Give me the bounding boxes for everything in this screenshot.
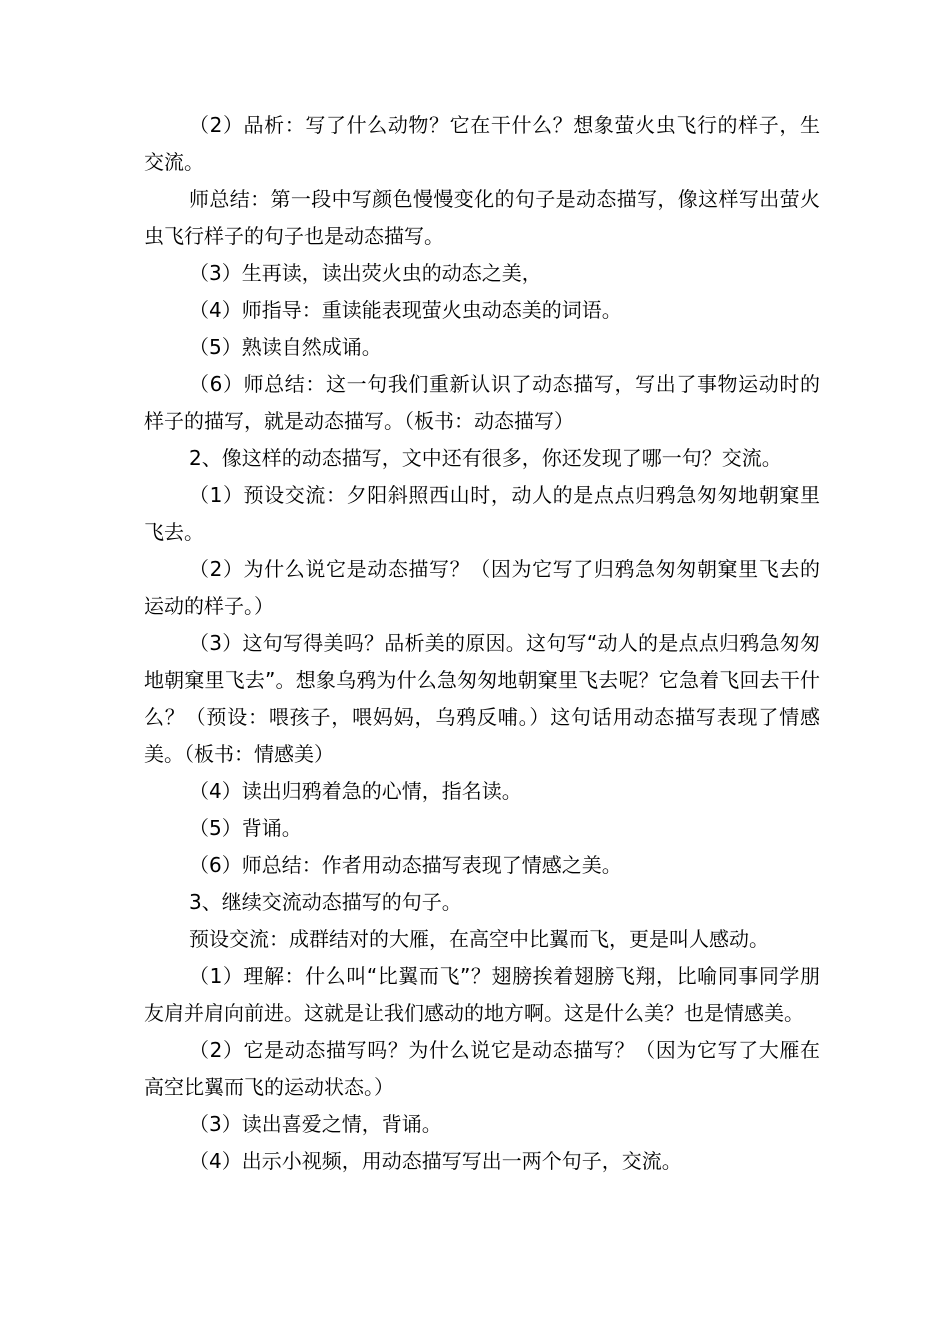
paragraph: （1）理解：什么叫“比翼而飞”？翅膀挨着翅膀飞翔，比喻同事同学朋友肩并肩向前进。这就是让我们感动的地方啊。这是什么美？也是情感美。 [144, 964, 820, 1025]
paragraph: （3）生再读，读出荧火虫的动态之美， [189, 261, 542, 285]
paragraph: （4）出示小视频，用动态描写写出一两个句子，交流。 [189, 1149, 682, 1173]
paragraph: 预设交流：成群结对的大雁，在高空中比翼而飞，更是叫人感动。 [189, 927, 769, 951]
paragraph: （2）它是动态描写吗？为什么说它是动态描写？（因为它写了大雁在高空比翼而飞的运动状态。） [144, 1038, 820, 1099]
body-text [144, 107, 820, 1180]
paragraph: （3）读出喜爱之情，背诵。 [189, 1112, 442, 1136]
paragraph: （3）这句写得美吗？品析美的原因。这句写“动人的是点点归鸦急匆匆地朝窠里飞去”。想象乌鸦为什么急匆匆地朝窠里飞去呢？它急着飞回去干什么？（预设：喂孩子，喂妈妈，乌鸦反哺。）这句话用动态描写表现了情感美。（板书：情感美） [144, 631, 820, 766]
paragraph: （2）为什么说它是动态描写？（因为它写了归鸦急匆匆朝窠里飞去的运动的样子。） [144, 557, 820, 618]
paragraph: （6）师总结：这一句我们重新认识了动态描写，写出了事物运动时的样子的描写，就是动态描写。（板书：动态描写） [144, 372, 820, 433]
paragraph: （2）品析：写了什么动物？它在干什么？想象萤火虫飞行的样子，生交流。 [144, 113, 820, 174]
paragraph: （6）师总结：作者用动态描写表现了情感之美。 [189, 853, 622, 877]
paragraph: 3、继续交流动态描写的句子。 [189, 890, 462, 914]
paragraph: （5）熟读自然成诵。 [189, 335, 382, 359]
paragraph: 2、像这样的动态描写，文中还有很多，你还发现了哪一句？交流。 [189, 446, 782, 470]
paragraph: （4）读出归鸦着急的心情，指名读。 [189, 779, 522, 803]
paragraph: （1）预设交流：夕阳斜照西山时，动人的是点点归鸦急匆匆地朝窠里飞去。 [144, 483, 820, 544]
paragraph: （5）背诵。 [189, 816, 302, 840]
paragraph: 师总结：第一段中写颜色慢慢变化的句子是动态描写，像这样写出萤火虫飞行样子的句子也是动态描写。 [144, 187, 820, 248]
paragraph: （4）师指导：重读能表现萤火虫动态美的词语。 [189, 298, 622, 322]
